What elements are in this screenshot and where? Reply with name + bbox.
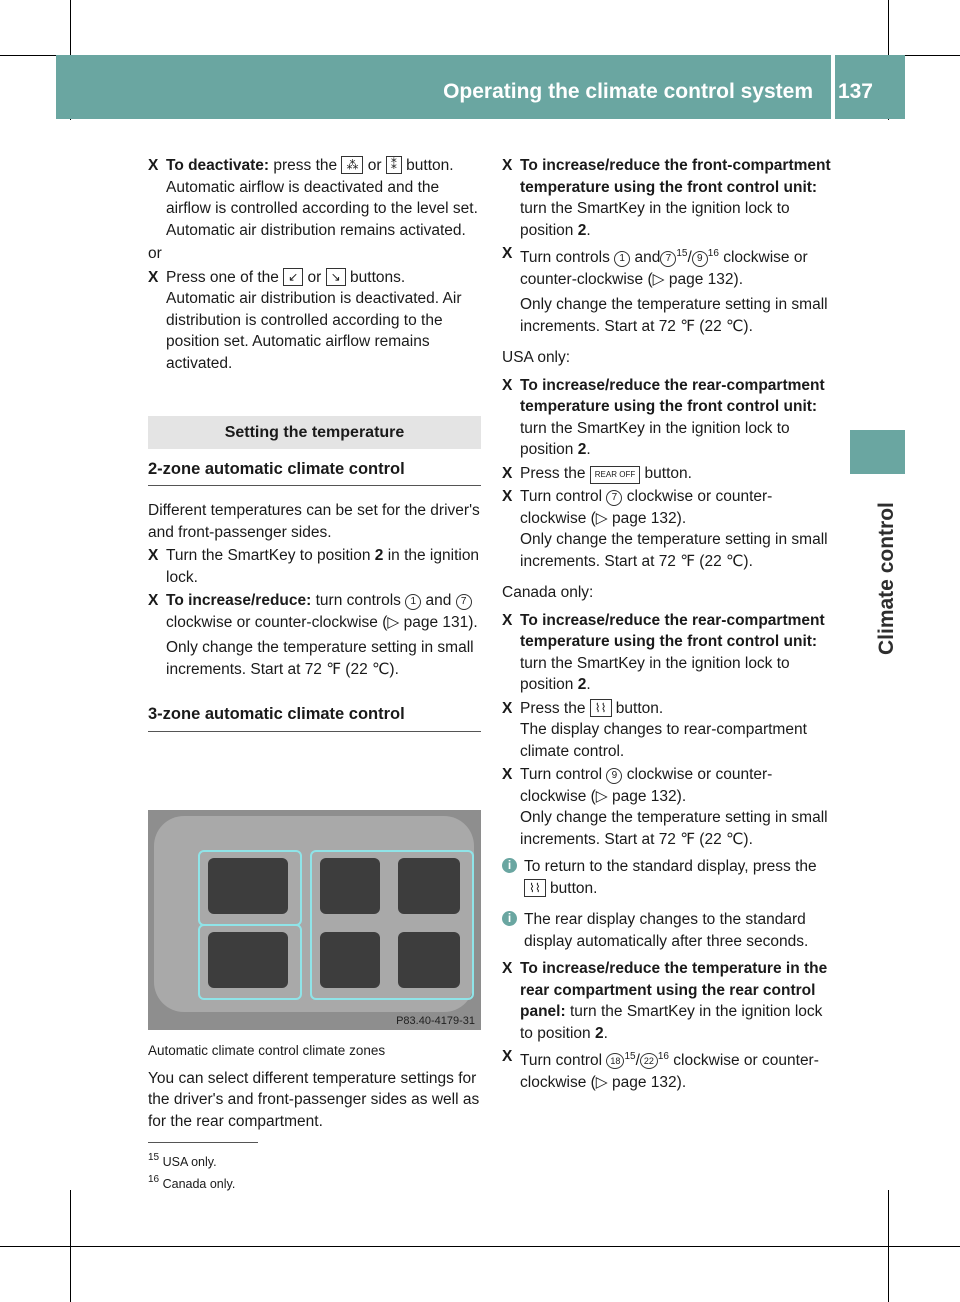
step-turn-control-7: X Turn control 7 clockwise or counter-clockwise (▷ page 132). Only change the temperature setting in small increments. Start at 72 ℉ (22 ℃).	[502, 488, 828, 570]
step-turn-control-9: X Turn control 9 clockwise or counter-clockwise (▷ page 132). Only change the temperature setting in small increments. Start at 72 ℉ (22 ℃).	[502, 766, 828, 848]
side-label-text: Climate control	[875, 502, 898, 655]
step-front-compartment: X To increase/reduce the front-compartment temperature using the front control unit: turn the SmartKey in the ignition lock to position 2.	[502, 157, 831, 239]
side-tab	[850, 430, 905, 474]
seat	[320, 858, 380, 914]
step-deactivate: X To deactivate: press the ⁂ or ⁑ button. Automatic airflow is deactivated and the airflow is controlled according to the level set. Automatic air distribution remains activated.	[148, 157, 478, 239]
rear-climate-icon: ⌇⌇	[590, 699, 612, 717]
note-text: Only change the temperature setting in small increments. Start at 72 ℉ (22 ℃).	[166, 639, 474, 678]
control-22-icon: 22	[640, 1053, 658, 1069]
description-text: You can select different temperature settings for the driver's and front-passenger sides as well as for the rear compartment.	[148, 1069, 480, 1130]
air-distribution-icon: ↘	[326, 268, 346, 286]
canada-only-label: Canada only:	[502, 584, 594, 601]
step-rear-front-unit-usa: X To increase/reduce the rear-compartment temperature using the front control unit: turn the SmartKey in the ignition lock to position 2.	[502, 376, 825, 458]
usa-only-label: USA only:	[502, 349, 571, 366]
footnote: $^{16}$ Canada only.	[148, 1174, 236, 1191]
air-distribution-icon: ↙	[283, 268, 303, 286]
page-number: 137	[837, 80, 873, 103]
control-9-icon: 9	[692, 251, 708, 267]
header-divider	[831, 55, 835, 119]
control-9-icon: 9	[606, 768, 622, 784]
note-text: Only change the temperature setting in small increments. Start at 72 ℉ (22 ℃).	[520, 296, 828, 335]
info-auto-return: i The rear display changes to the standard display automatically after three seconds.	[502, 909, 832, 952]
rear-off-icon: REAR OFF	[590, 466, 640, 484]
seat	[398, 932, 460, 988]
seat	[398, 858, 460, 914]
section-heading: Setting the temperature	[148, 416, 481, 449]
step-turn-key: X Turn the SmartKey to position 2 in the ignition lock.	[148, 547, 480, 586]
left-column	[148, 155, 481, 732]
control-7-icon: 7	[456, 594, 472, 610]
page-title: Operating the climate control system	[443, 80, 813, 103]
step-press-rear-display: X Press the ⌇⌇ button. The display changes to rear-compartment climate control.	[502, 699, 807, 760]
step-increase-reduce: X To increase/reduce: turn controls 1 and 7 clockwise or counter-clockwise (▷ page 131).	[148, 592, 478, 631]
footnotes	[148, 1142, 478, 1193]
or-text: or	[148, 245, 162, 262]
figure-reference: P83.40-4179-31	[396, 1015, 475, 1027]
seat	[208, 932, 288, 988]
seat	[320, 932, 380, 988]
fan-small-icon: ⁑	[386, 156, 402, 174]
page-header	[56, 55, 905, 119]
subheading-3zone: 3-zone automatic climate control	[148, 704, 481, 732]
side-label	[850, 480, 905, 660]
control-18-icon: 18	[606, 1053, 624, 1069]
control-1-icon: 1	[405, 594, 421, 610]
info-icon: i	[502, 911, 517, 926]
step-rear-front-unit-canada: X To increase/reduce the rear-compartment temperature using the front control unit: turn the SmartKey in the ignition lock to position 2.	[502, 611, 825, 693]
step-rear-panel: X To increase/reduce the temperature in the rear compartment using the rear control panel: turn the SmartKey in the ignition lock to position 2.	[502, 960, 828, 1042]
left-column-lower	[148, 1040, 481, 1132]
crop-mark	[888, 1190, 889, 1302]
control-7-icon: 7	[660, 251, 676, 267]
crop-mark	[0, 1246, 960, 1247]
right-column	[502, 155, 832, 1093]
footnote-rule	[148, 1142, 258, 1143]
subheading-2zone: 2-zone automatic climate control	[148, 459, 481, 487]
step-press-rear: X Press the REAR OFF button.	[502, 464, 692, 482]
rear-climate-icon: ⌇⌇	[524, 879, 546, 897]
step-turn-control-18-22: X Turn control 18 $^{15}$/ 22 $^{16}$ clockwise or counter-clockwise (▷ page 132).	[502, 1048, 819, 1091]
intro-text: Different temperatures can be set for the driver's and front-passenger sides.	[148, 502, 480, 541]
control-1-icon: 1	[614, 251, 630, 267]
step-press-one: X Press one of the ↙ or ↘ buttons. Automatic air distribution is deactivated. Air distribution is controlled according to the position set. Automatic airflow remains activated.	[148, 268, 462, 372]
seat	[208, 858, 288, 914]
step-turn-controls: X Turn controls 1 and 7 $^{15}$/ 9 $^{16}$ clockwise or counter-clockwise (▷ page 132).	[502, 245, 808, 288]
info-icon: i	[502, 858, 517, 873]
figure-caption: Automatic climate control climate zones	[148, 1043, 386, 1058]
climate-zones-figure	[148, 810, 481, 1030]
x-marker: X	[148, 157, 159, 174]
info-return: i To return to the standard display, press the ⌇⌇ button.	[502, 856, 832, 899]
footnote: $^{15}$ USA only.	[148, 1152, 217, 1169]
crop-mark	[70, 1190, 71, 1302]
fan-icon: ⁂	[341, 156, 363, 174]
control-7-icon: 7	[606, 490, 622, 506]
